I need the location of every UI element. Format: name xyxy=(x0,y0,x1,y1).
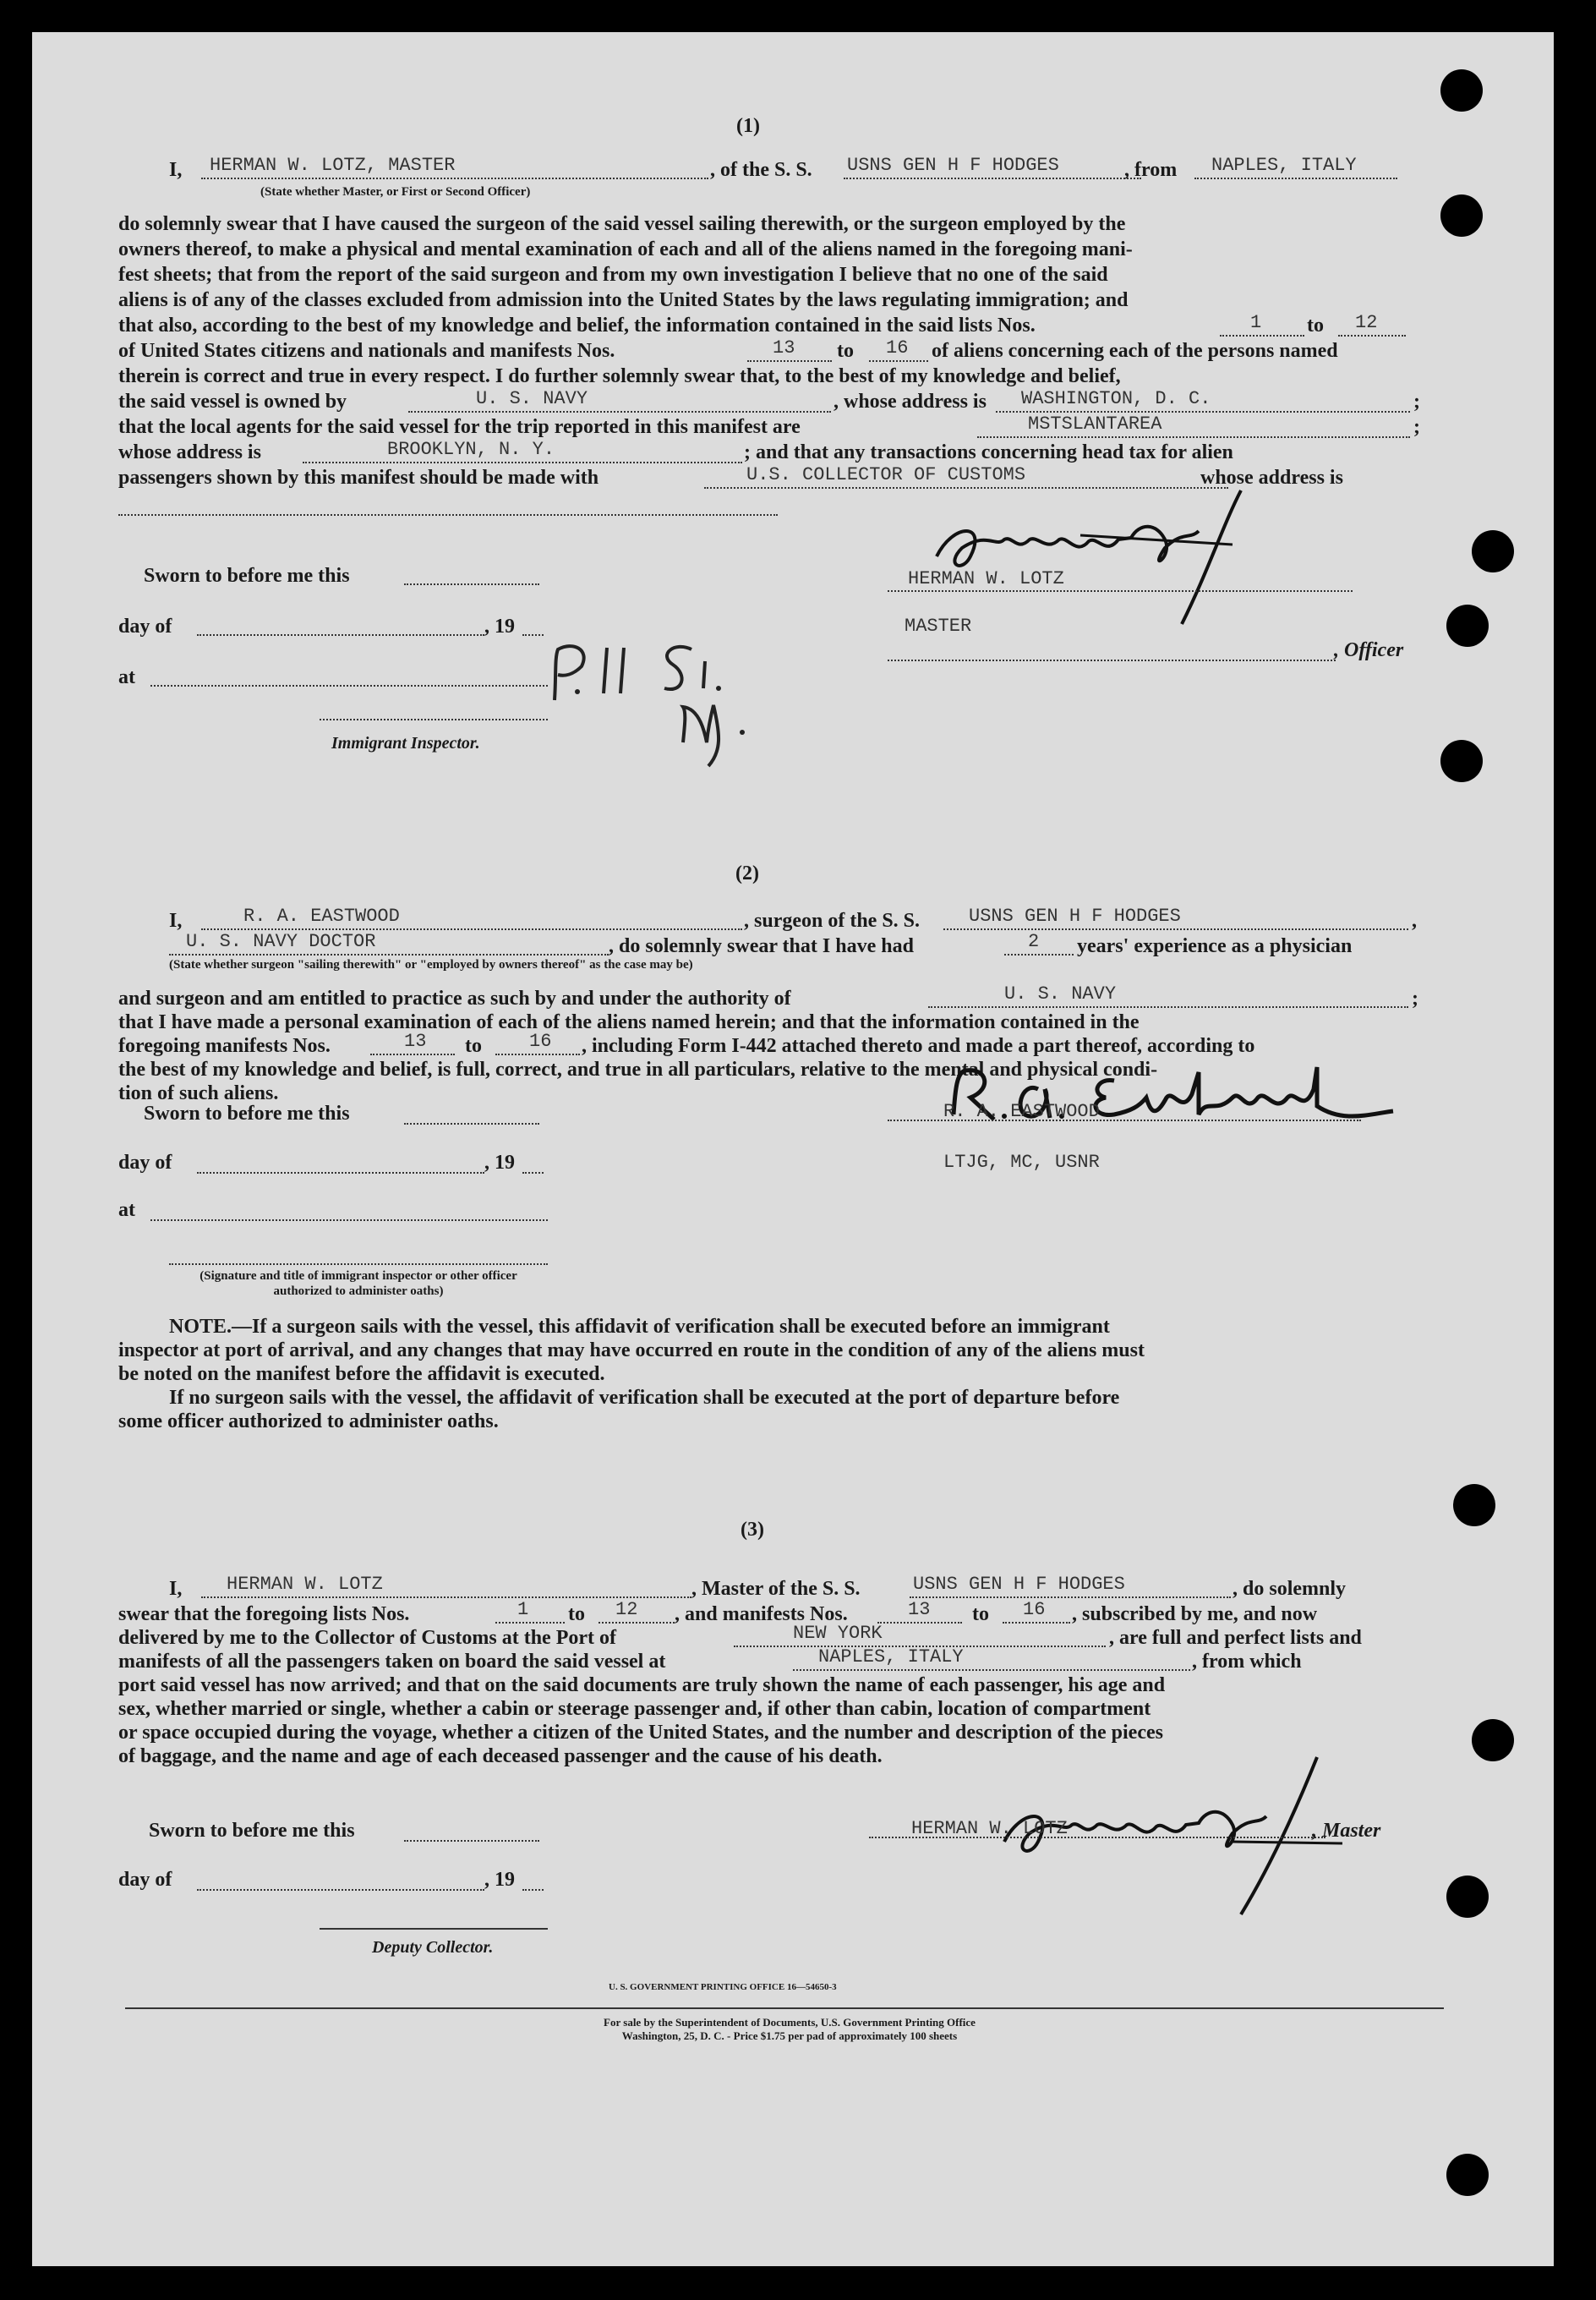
sec3-master-name-field[interactable]: HERMAN W. LOTZ xyxy=(201,1573,691,1598)
surgeon-of-label: , surgeon of the S. S. xyxy=(744,910,921,932)
sec3-body-line: port said vessel has now arrived; and that on the said documents are truly shown the name of each passenger, his age and xyxy=(118,1674,1166,1696)
solemnly-label: , do solemnly xyxy=(1233,1578,1347,1600)
note-line: NOTE.—If a surgeon sails with the vessel, this affidavit of verification shall be executed before an immigrant xyxy=(169,1316,1110,1338)
sec3-body-line: or space occupied during the voyage, whether a citizen of the United States, and the number and description of the pieces xyxy=(118,1722,1163,1744)
head-tax-text: ; and that any transactions concerning head tax for alien xyxy=(744,441,1233,463)
years-tail: years' experience as a physician xyxy=(1077,935,1353,957)
vessel-field-1[interactable]: USNS GEN H F HODGES xyxy=(844,154,1141,179)
authority-field[interactable]: U. S. NAVY xyxy=(928,983,1408,1008)
sworn-date-field-3[interactable] xyxy=(404,1816,539,1842)
note-line: some officer authorized to administer oaths. xyxy=(118,1410,499,1432)
sec1-body-line: of United States citizens and nationals and manifests Nos. xyxy=(118,340,615,362)
to-label: to xyxy=(837,340,854,362)
year-prefix-2: , 19 xyxy=(484,1152,515,1174)
binder-hole xyxy=(1453,1484,1495,1526)
at-field-1[interactable] xyxy=(150,661,548,687)
sec3-lists-from-field[interactable]: 1 xyxy=(495,1598,565,1624)
sworn-date-field-2[interactable] xyxy=(404,1099,539,1125)
master-typed-name-1: HERMAN W. LOTZ xyxy=(908,568,1064,589)
lists-from-field[interactable]: 1 xyxy=(1220,311,1304,337)
aliens-tail: of aliens concerning each of the persons named xyxy=(932,340,1338,362)
year-prefix-3: , 19 xyxy=(484,1869,515,1891)
form-text: , including Form I-442 attached thereto and made a part thereof, according to xyxy=(582,1035,1255,1057)
master-signature-1 xyxy=(911,489,1266,632)
sec2-body-line: foregoing manifests Nos. xyxy=(118,1035,331,1057)
to-label: to xyxy=(972,1603,989,1625)
sec1-body-line: that the local agents for the said vessel for the trip reported in this manifest are xyxy=(118,416,801,438)
sec1-body-line: owners thereof, to make a physical and mental examination of each and all of the aliens named in the foregoing mani- xyxy=(118,238,1133,260)
of-ss-label: , of the S. S. xyxy=(710,159,812,181)
to-label: to xyxy=(568,1603,585,1625)
signature-title-line xyxy=(169,1263,548,1265)
binder-hole xyxy=(1446,605,1489,647)
sec1-body-line: aliens is of any of the classes excluded from admission into the United States by the laws regulating immigration; and xyxy=(118,289,1129,311)
binder-hole xyxy=(1440,69,1483,112)
sec1-body-line: passengers shown by this manifest should be made with xyxy=(118,467,599,489)
from-port-field[interactable]: NAPLES, ITALY xyxy=(1194,154,1397,179)
section-1-number: (1) xyxy=(736,115,760,137)
sec3-body-line: sex, whether married or single, whether a cabin or steerage passenger and, if other than cabin, location of compartment xyxy=(118,1698,1151,1720)
manifests-from-field[interactable]: 13 xyxy=(747,337,832,362)
from-which-text: , from which xyxy=(1192,1651,1302,1673)
sworn-label-3: Sworn to before me this xyxy=(149,1820,355,1842)
surgeon-typed-name: R. A. EASTWOOD xyxy=(943,1101,1100,1122)
footer-rule xyxy=(125,2007,1444,2009)
semicolon: ; xyxy=(1413,391,1420,413)
manifests-text: , and manifests Nos. xyxy=(675,1603,848,1625)
year-field-3[interactable] xyxy=(522,1865,544,1891)
sec2-manifests-from-field[interactable]: 13 xyxy=(370,1030,455,1055)
binder-hole xyxy=(1472,530,1514,572)
officer-line xyxy=(888,660,1336,661)
swear-text: , do solemnly swear that I have had xyxy=(609,935,914,957)
master-of-label: , Master of the S. S. xyxy=(691,1578,861,1600)
surgeon-state-note: (State whether surgeon "sailing therewith" or "employed by owners thereof" as the case may be) xyxy=(169,958,693,972)
at-label-2: at xyxy=(118,1199,135,1221)
i-label-3: I, xyxy=(169,1578,183,1600)
day-of-field-2[interactable] xyxy=(197,1148,484,1174)
day-of-label-1: day of xyxy=(118,616,172,638)
surgeon-name-field[interactable]: R. A. EASTWOOD xyxy=(201,905,742,930)
signature-title-note: (Signature and title of immigrant inspector or other officer authorized to administer oaths) xyxy=(200,1269,517,1298)
vessel-field-2[interactable]: USNS GEN H F HODGES xyxy=(943,905,1408,930)
sec1-body-line: the said vessel is owned by xyxy=(118,391,347,413)
manifest-page xyxy=(32,32,1554,2266)
master-state-note: (State whether Master, or First or Second Officer) xyxy=(260,185,531,199)
years-field[interactable]: 2 xyxy=(1004,930,1074,956)
delivered-text: delivered by me to the Collector of Customs at the Port of xyxy=(118,1627,616,1649)
owner-address-label: , whose address is xyxy=(834,391,987,413)
sec2-body-line: tion of such aliens. xyxy=(118,1082,279,1104)
swear-lists-text: swear that the foregoing lists Nos. xyxy=(118,1603,410,1625)
binder-hole xyxy=(1440,194,1483,237)
binder-hole xyxy=(1440,740,1483,782)
sec1-body-line: fest sheets; that from the report of the said surgeon and from my own investigation I believe that no one of the said xyxy=(118,264,1108,286)
collector-address-field[interactable] xyxy=(118,490,778,516)
comma: , xyxy=(1412,910,1417,932)
handwritten-place-annotation xyxy=(539,624,793,768)
sec3-lists-to-field[interactable]: 12 xyxy=(598,1598,675,1624)
note-line: be noted on the manifest before the affidavit is executed. xyxy=(118,1363,605,1385)
sec1-body-line: whose address is xyxy=(118,441,261,463)
master-name-field[interactable]: HERMAN W. LOTZ, MASTER xyxy=(201,154,708,179)
day-of-label-2: day of xyxy=(118,1152,172,1174)
binder-hole xyxy=(1446,2154,1489,2196)
taken-text: manifests of all the passengers taken on board the said vessel at xyxy=(118,1651,666,1673)
sec1-body-line: do solemnly swear that I have caused the surgeon of the said vessel sailing therewith, or the surgeon employed by the xyxy=(118,213,1126,235)
immigrant-inspector-label: Immigrant Inspector. xyxy=(331,734,480,753)
lists-to-field[interactable]: 12 xyxy=(1338,311,1406,337)
sec3-vessel-field[interactable]: USNS GEN H F HODGES xyxy=(910,1573,1231,1598)
note-line: If no surgeon sails with the vessel, the affidavit of verification shall be executed at the port of departure before xyxy=(169,1387,1120,1409)
from-label: , from xyxy=(1124,159,1178,181)
at-field-2[interactable] xyxy=(150,1196,548,1221)
sec2-manifests-to-field[interactable]: 16 xyxy=(495,1030,580,1055)
collector-address-label: whose address is xyxy=(1200,467,1343,489)
sec1-body-line: that also, according to the best of my knowledge and belief, the information contained in the said lists Nos. xyxy=(118,315,1036,337)
agents-field[interactable]: MSTSLANTAREA xyxy=(977,413,1410,438)
binder-hole xyxy=(1446,1876,1489,1918)
sec3-body-line: of baggage, and the name and age of each deceased passenger and the cause of his death. xyxy=(118,1745,883,1767)
manifests-to-field[interactable]: 16 xyxy=(869,337,928,362)
collector-field[interactable]: U.S. COLLECTOR OF CUSTOMS xyxy=(704,463,1228,489)
to-label: to xyxy=(1307,315,1324,337)
day-of-label-3: day of xyxy=(118,1869,172,1891)
binder-hole xyxy=(1472,1719,1514,1761)
semicolon: ; xyxy=(1412,988,1418,1010)
i-label-1: I, xyxy=(169,159,183,181)
sworn-label-2: Sworn to before me this xyxy=(144,1103,350,1125)
owner-address-field[interactable]: WASHINGTON, D. C. xyxy=(996,387,1410,413)
day-of-field-1[interactable] xyxy=(197,611,484,636)
full-perfect-text: , are full and perfect lists and xyxy=(1109,1627,1362,1649)
master-label: , Master xyxy=(1312,1820,1381,1842)
owner-field[interactable]: U. S. NAVY xyxy=(408,387,831,413)
sec3-manifests-to-field[interactable]: 16 xyxy=(1003,1598,1070,1624)
note-line: inspector at port of arrival, and any changes that may have occurred en route in the condition of any of the aliens must xyxy=(118,1339,1145,1361)
agents-address-field[interactable]: BROOKLYN, N. Y. xyxy=(303,438,742,463)
at-label-1: at xyxy=(118,666,135,688)
section-2-number: (2) xyxy=(735,862,759,884)
sworn-date-field-1[interactable] xyxy=(404,560,539,585)
sec3-typed-name: HERMAN W. LOTZ xyxy=(911,1818,1068,1839)
deputy-collector-label: Deputy Collector. xyxy=(372,1938,494,1957)
officer-label: , Officer xyxy=(1334,639,1404,661)
sec1-body-line: therein is correct and true in every respect. I do further solemnly swear that, to the best of my knowledge and belief, xyxy=(118,365,1121,387)
year-prefix-1: , 19 xyxy=(484,616,515,638)
sale-line-2: Washington, 25, D. C. - Price $1.75 per pad of approximately 100 sheets xyxy=(621,2029,958,2042)
semicolon: ; xyxy=(1413,416,1420,438)
gpo-imprint: U. S. GOVERNMENT PRINTING OFFICE 16—54650-3 xyxy=(609,1982,837,1992)
year-field-2[interactable] xyxy=(522,1148,544,1174)
i-label-2: I, xyxy=(169,910,183,932)
sale-line-1: For sale by the Superintendent of Documents, U.S. Government Printing Office xyxy=(604,2016,976,2029)
subscribed-text: , subscribed by me, and now xyxy=(1072,1603,1318,1625)
surgeon-typed-title: LTJG, MC, USNR xyxy=(943,1152,1100,1173)
section-3-number: (3) xyxy=(741,1519,764,1541)
sworn-label-1: Sworn to before me this xyxy=(144,565,350,587)
to-label: to xyxy=(465,1035,482,1057)
master-typed-title-1: MASTER xyxy=(905,616,972,637)
sec3-manifests-from-field[interactable]: 13 xyxy=(877,1598,962,1624)
taken-port-field[interactable]: NAPLES, ITALY xyxy=(793,1646,1190,1671)
svg-text:P. 11 S.I. N.Y.: P. 11 S.I. N.Y. xyxy=(539,624,544,625)
deputy-collector-line xyxy=(320,1928,548,1930)
day-of-field-3[interactable] xyxy=(197,1865,484,1891)
sec2-body-line: that I have made a personal examination of each of the aliens named herein; and that the information contained in the xyxy=(118,1011,1140,1033)
inspector-signature-line xyxy=(320,719,548,720)
port-field[interactable]: NEW YORK xyxy=(734,1622,1106,1647)
authority-text: and surgeon and am entitled to practice as such by and under the authority of xyxy=(118,988,791,1010)
surgeon-type-field[interactable]: U. S. NAVY DOCTOR xyxy=(169,930,609,956)
sec2-body-line: the best of my knowledge and belief, is full, correct, and true in all particulars, relative to the mental and physical condi- xyxy=(118,1059,1158,1081)
